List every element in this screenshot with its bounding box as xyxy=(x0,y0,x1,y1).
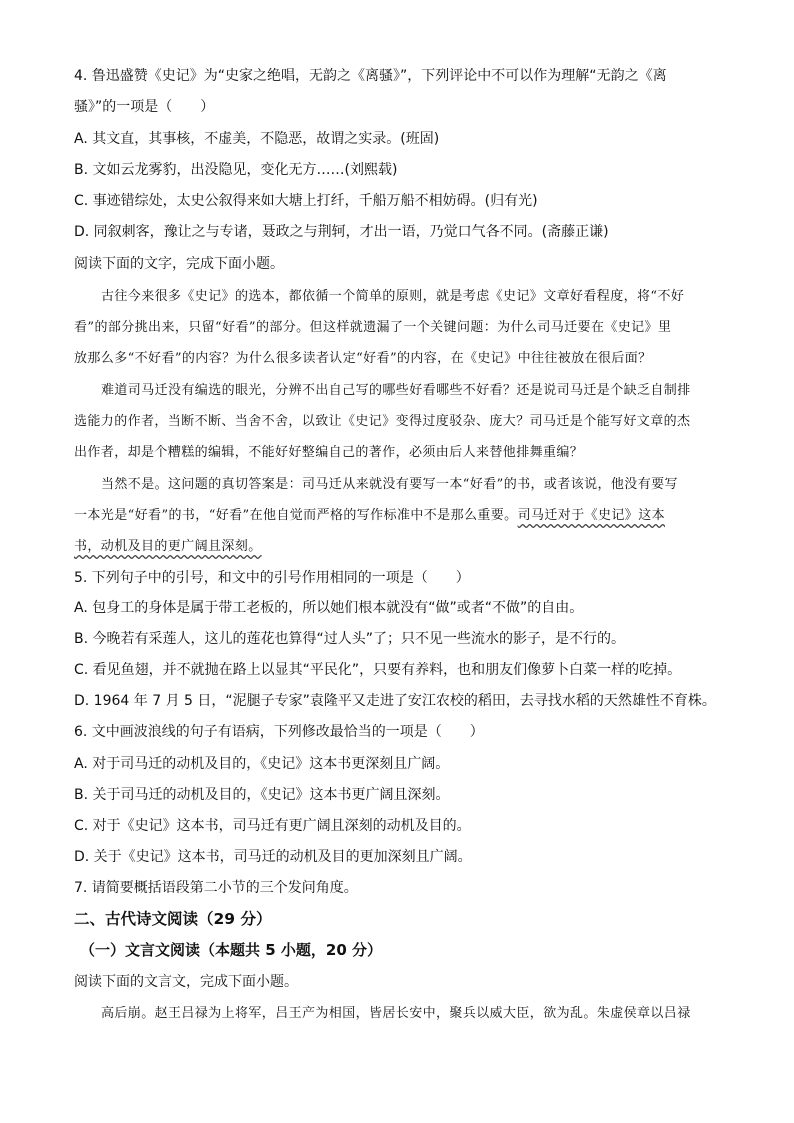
q5-stem: 5. 下列句子中的引号，和文中的引号作用相同的一项是（ ） xyxy=(74,570,470,586)
subsection-title: （一）文言文阅读（本题共 5 小题，20 分） xyxy=(80,941,382,959)
classical-intro: 阅读下面的文言文，完成下面小题。 xyxy=(74,974,298,990)
passage-p1-line3: 放那么多“不好看”的内容？为什么很多读者认定“好看”的内容，在《史记》中往往被放在很后面？ xyxy=(74,351,652,366)
passage-p3-line2 xyxy=(74,506,665,526)
q4-option-c: C. 事迹错综处，太史公叙得来如大塘上打纤，千船万船不相妨碍。(归有光) xyxy=(74,193,538,209)
q6-option-a: A. 对于司马迁的动机及目的，《史记》这本书更深刻且广阔。 xyxy=(74,756,450,772)
classical-passage-line1: 高后崩。赵王吕禄为上将军，吕王产为相国，皆居长安中，聚兵以威大臣，欲为乱。朱虚侯章以吕禄 xyxy=(101,1006,691,1021)
passage-p3-line1: 当然不是。这问题的真切答案是：司马迁从来就没有要写一本“好看”的书，或者该说，他没有要写 xyxy=(101,477,678,492)
passage-p2-line1: 难道司马迁没有编选的眼光，分辨不出自己写的哪些好看哪些不好看？还是说司马迁是个缺乏自制排 xyxy=(101,383,691,398)
reading-intro: 阅读下面的文字，完成下面小题。 xyxy=(74,256,284,272)
q5-option-d: D. 1964 年 7 月 5 日，“泥腿子专家”袁隆平又走进了安江农校的稻田，去寻找水稻的天然雄性不育株。 xyxy=(74,693,716,709)
q4-option-a: A. 其文直，其事核，不虚美，不隐恶，故谓之实录。(班固) xyxy=(74,131,440,147)
section-title: 二、古代诗文阅读（29 分） xyxy=(74,910,272,928)
q6-stem: 6. 文中画波浪线的句子有语病，下列修改最恰当的一项是（ ） xyxy=(74,724,484,740)
q6-option-b: B. 关于司马迁的动机及目的，《史记》这本书更广阔且深刻。 xyxy=(74,787,450,803)
passage-p1-line2: 看”的部分挑出来，只留“好看”的部分。但这样就遗漏了一个关键问题：为什么司马迁要在《史记》里 xyxy=(74,320,672,335)
q4-stem-line2: 骚》”的一项是（ ） xyxy=(74,99,215,115)
wavy-underlined-sentence-part1: 司马迁对于《史记》这本 xyxy=(517,508,665,523)
passage-p3-line2-plain: 一本光是“好看”的书，“好看”在他自觉而严格的写作标准中不是那么重要。 xyxy=(74,508,518,523)
q4-stem-line1: 4. 鲁迅盛赞《史记》为“史家之绝唱，无韵之《离骚》”，下列评论中不可以作为理解“无韵之《离 xyxy=(74,68,667,84)
q7-stem: 7. 请简要概括语段第二小节的三个发问角度。 xyxy=(74,880,358,896)
passage-p2-line3: 出作者，却是个糟糕的编辑，不能好好整编自己的著作，必须由后人来替他排舞重编？ xyxy=(74,445,584,460)
q5-option-a: A. 包身工的身体是属于带工老板的，所以她们根本就没有“做”或者“不做”的自由。 xyxy=(74,600,584,616)
wavy-underlined-sentence-part2: 书，动机及目的更广阔且深刻。 xyxy=(74,539,262,554)
q5-option-b: B. 今晚若有采莲人，这儿的莲花也算得“过人头”了；只不见一些流水的影子，是不行的。 xyxy=(74,631,626,647)
q5-option-c: C. 看见鱼翅，并不就抛在路上以显其“平民化”，只要有养料，也和朋友们像萝卜白菜一样的吃掉。 xyxy=(74,662,682,678)
passage-p2-line2: 选能力的作者，当断不断、当舍不舍，以致让《史记》变得过度驳杂、庞大？司马迁是个能写好文章的杰 xyxy=(74,414,691,429)
q4-option-d: D. 同叙刺客，豫让之与专诸，聂政之与荆轲，才出一语，乃觉口气各不同。(斋藤正谦) xyxy=(74,224,609,240)
passage-p1-line1: 古往今来很多《史记》的选本，都依循一个简单的原则，就是考虑《史记》文章好看程度，将“不好 xyxy=(101,289,685,304)
passage-p3-line3 xyxy=(74,537,262,557)
q6-option-d: D. 关于《史记》这本书，司马迁的动机及目的更加深刻且广阔。 xyxy=(74,849,472,865)
q6-option-c: C. 对于《史记》这本书，司马迁有更广阔且深刻的动机及目的。 xyxy=(74,818,471,834)
q4-option-b: B. 文如云龙雾豹，出没隐见，变化无方……(刘熙载) xyxy=(74,162,398,178)
